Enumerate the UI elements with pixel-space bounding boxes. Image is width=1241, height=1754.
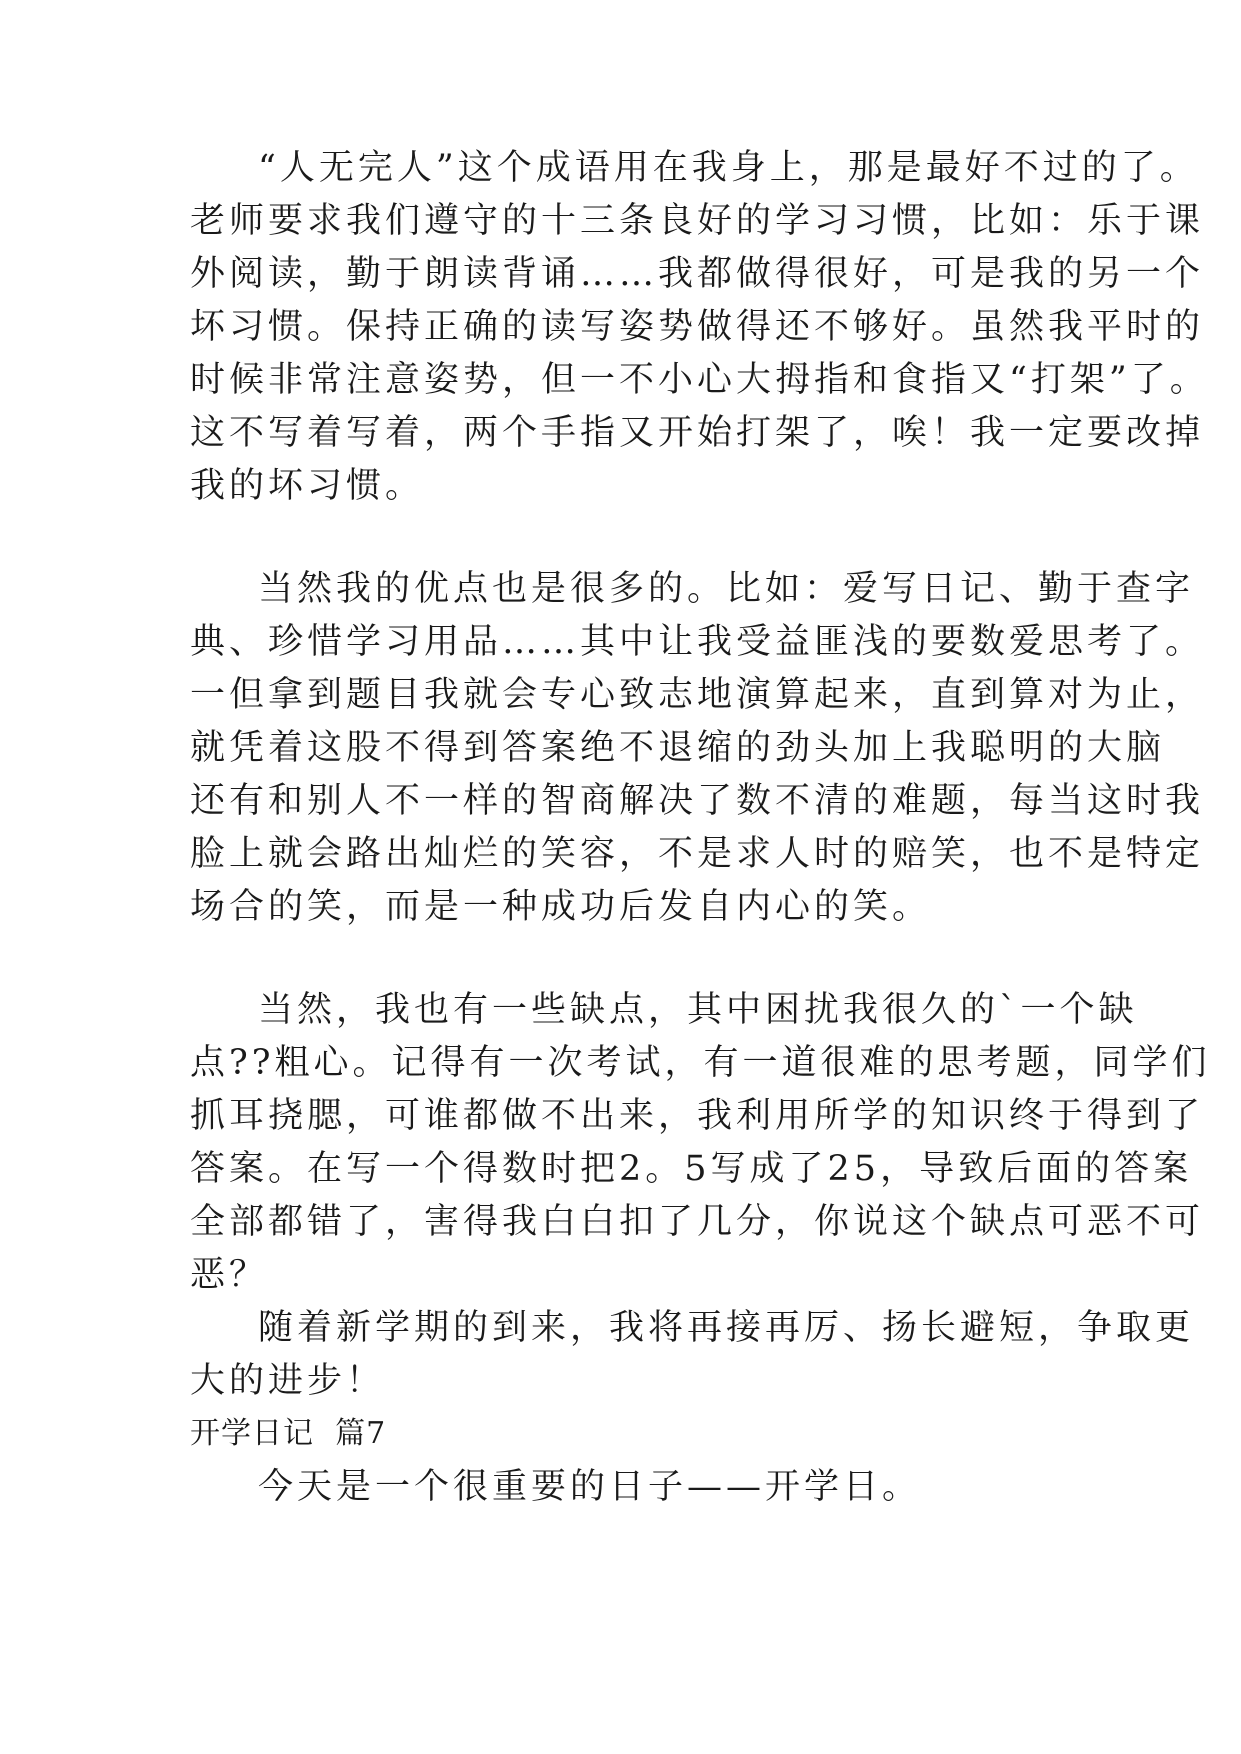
paragraph-3-line-5: 全部都错了，害得我白白扣了几分，你说这个缺点可恶不可 <box>190 1202 1205 1242</box>
section-heading: 开学日记 篇7 <box>190 1416 387 1451</box>
paragraph-1-line-2: 老师要求我们遵守的十三条良好的学习习惯，比如：乐于课 <box>190 201 1205 241</box>
paragraph-1-line-5: 时候非常注意姿势，但一不小心大拇指和食指又“打架”了。 <box>190 360 1209 400</box>
paragraph-1-line-3: 外阅读，勤于朗读背诵……我都做得很好，可是我的另一个 <box>190 254 1205 294</box>
paragraph-2-line-6: 脸上就会路出灿烂的笑容，不是求人时的赔笑，也不是特定 <box>190 834 1205 874</box>
paragraph-2-line-4: 就凭着这股不得到答案绝不退缩的劲头加上我聪明的大脑 <box>190 728 1166 768</box>
paragraph-1-line-1: “人无完人”这个成语用在我身上，那是最好不过的了。 <box>258 148 1199 188</box>
paragraph-4-line-1: 随着新学期的到来，我将再接再厉、扬长避短，争取更 <box>258 1308 1195 1348</box>
paragraph-4-line-2: 大的进步！ <box>190 1361 386 1401</box>
paragraph-3-line-6: 恶？ <box>190 1255 269 1295</box>
paragraph-1-line-6: 这不写着写着，两个手指又开始打架了，唉！我一定要改掉 <box>190 413 1205 453</box>
paragraph-3-line-3: 抓耳挠腮，可谁都做不出来，我利用所学的知识终于得到了 <box>190 1096 1205 1136</box>
paragraph-2-line-1: 当然我的优点也是很多的。比如：爱写日记、勤于查字 <box>258 569 1195 609</box>
paragraph-2-line-2: 典、珍惜学习用品……其中让我受益匪浅的要数爱思考了。 <box>190 622 1205 662</box>
paragraph-2-line-5: 还有和别人不一样的智商解决了数不清的难题，每当这时我 <box>190 781 1205 821</box>
paragraph-2-line-3: 一但拿到题目我就会专心致志地演算起来，直到算对为止， <box>190 675 1205 715</box>
paragraph-1-line-4: 坏习惯。保持正确的读写姿势做得还不够好。虽然我平时的 <box>190 307 1205 347</box>
paragraph-2-line-7: 场合的笑，而是一种成功后发自内心的笑。 <box>190 887 932 927</box>
paragraph-1-line-7: 我的坏习惯。 <box>190 466 425 506</box>
paragraph-5-line-1: 今天是一个很重要的日子——开学日。 <box>258 1467 922 1507</box>
paragraph-3-line-4: 答案。在写一个得数时把2。5写成了25，导致后面的答案 <box>190 1149 1193 1189</box>
paragraph-3-line-2: 点??粗心。记得有一次考试，有一道很难的思考题，同学们 <box>190 1043 1211 1083</box>
paragraph-3-line-1: 当然，我也有一些缺点，其中困扰我很久的`一个缺 <box>258 990 1138 1030</box>
